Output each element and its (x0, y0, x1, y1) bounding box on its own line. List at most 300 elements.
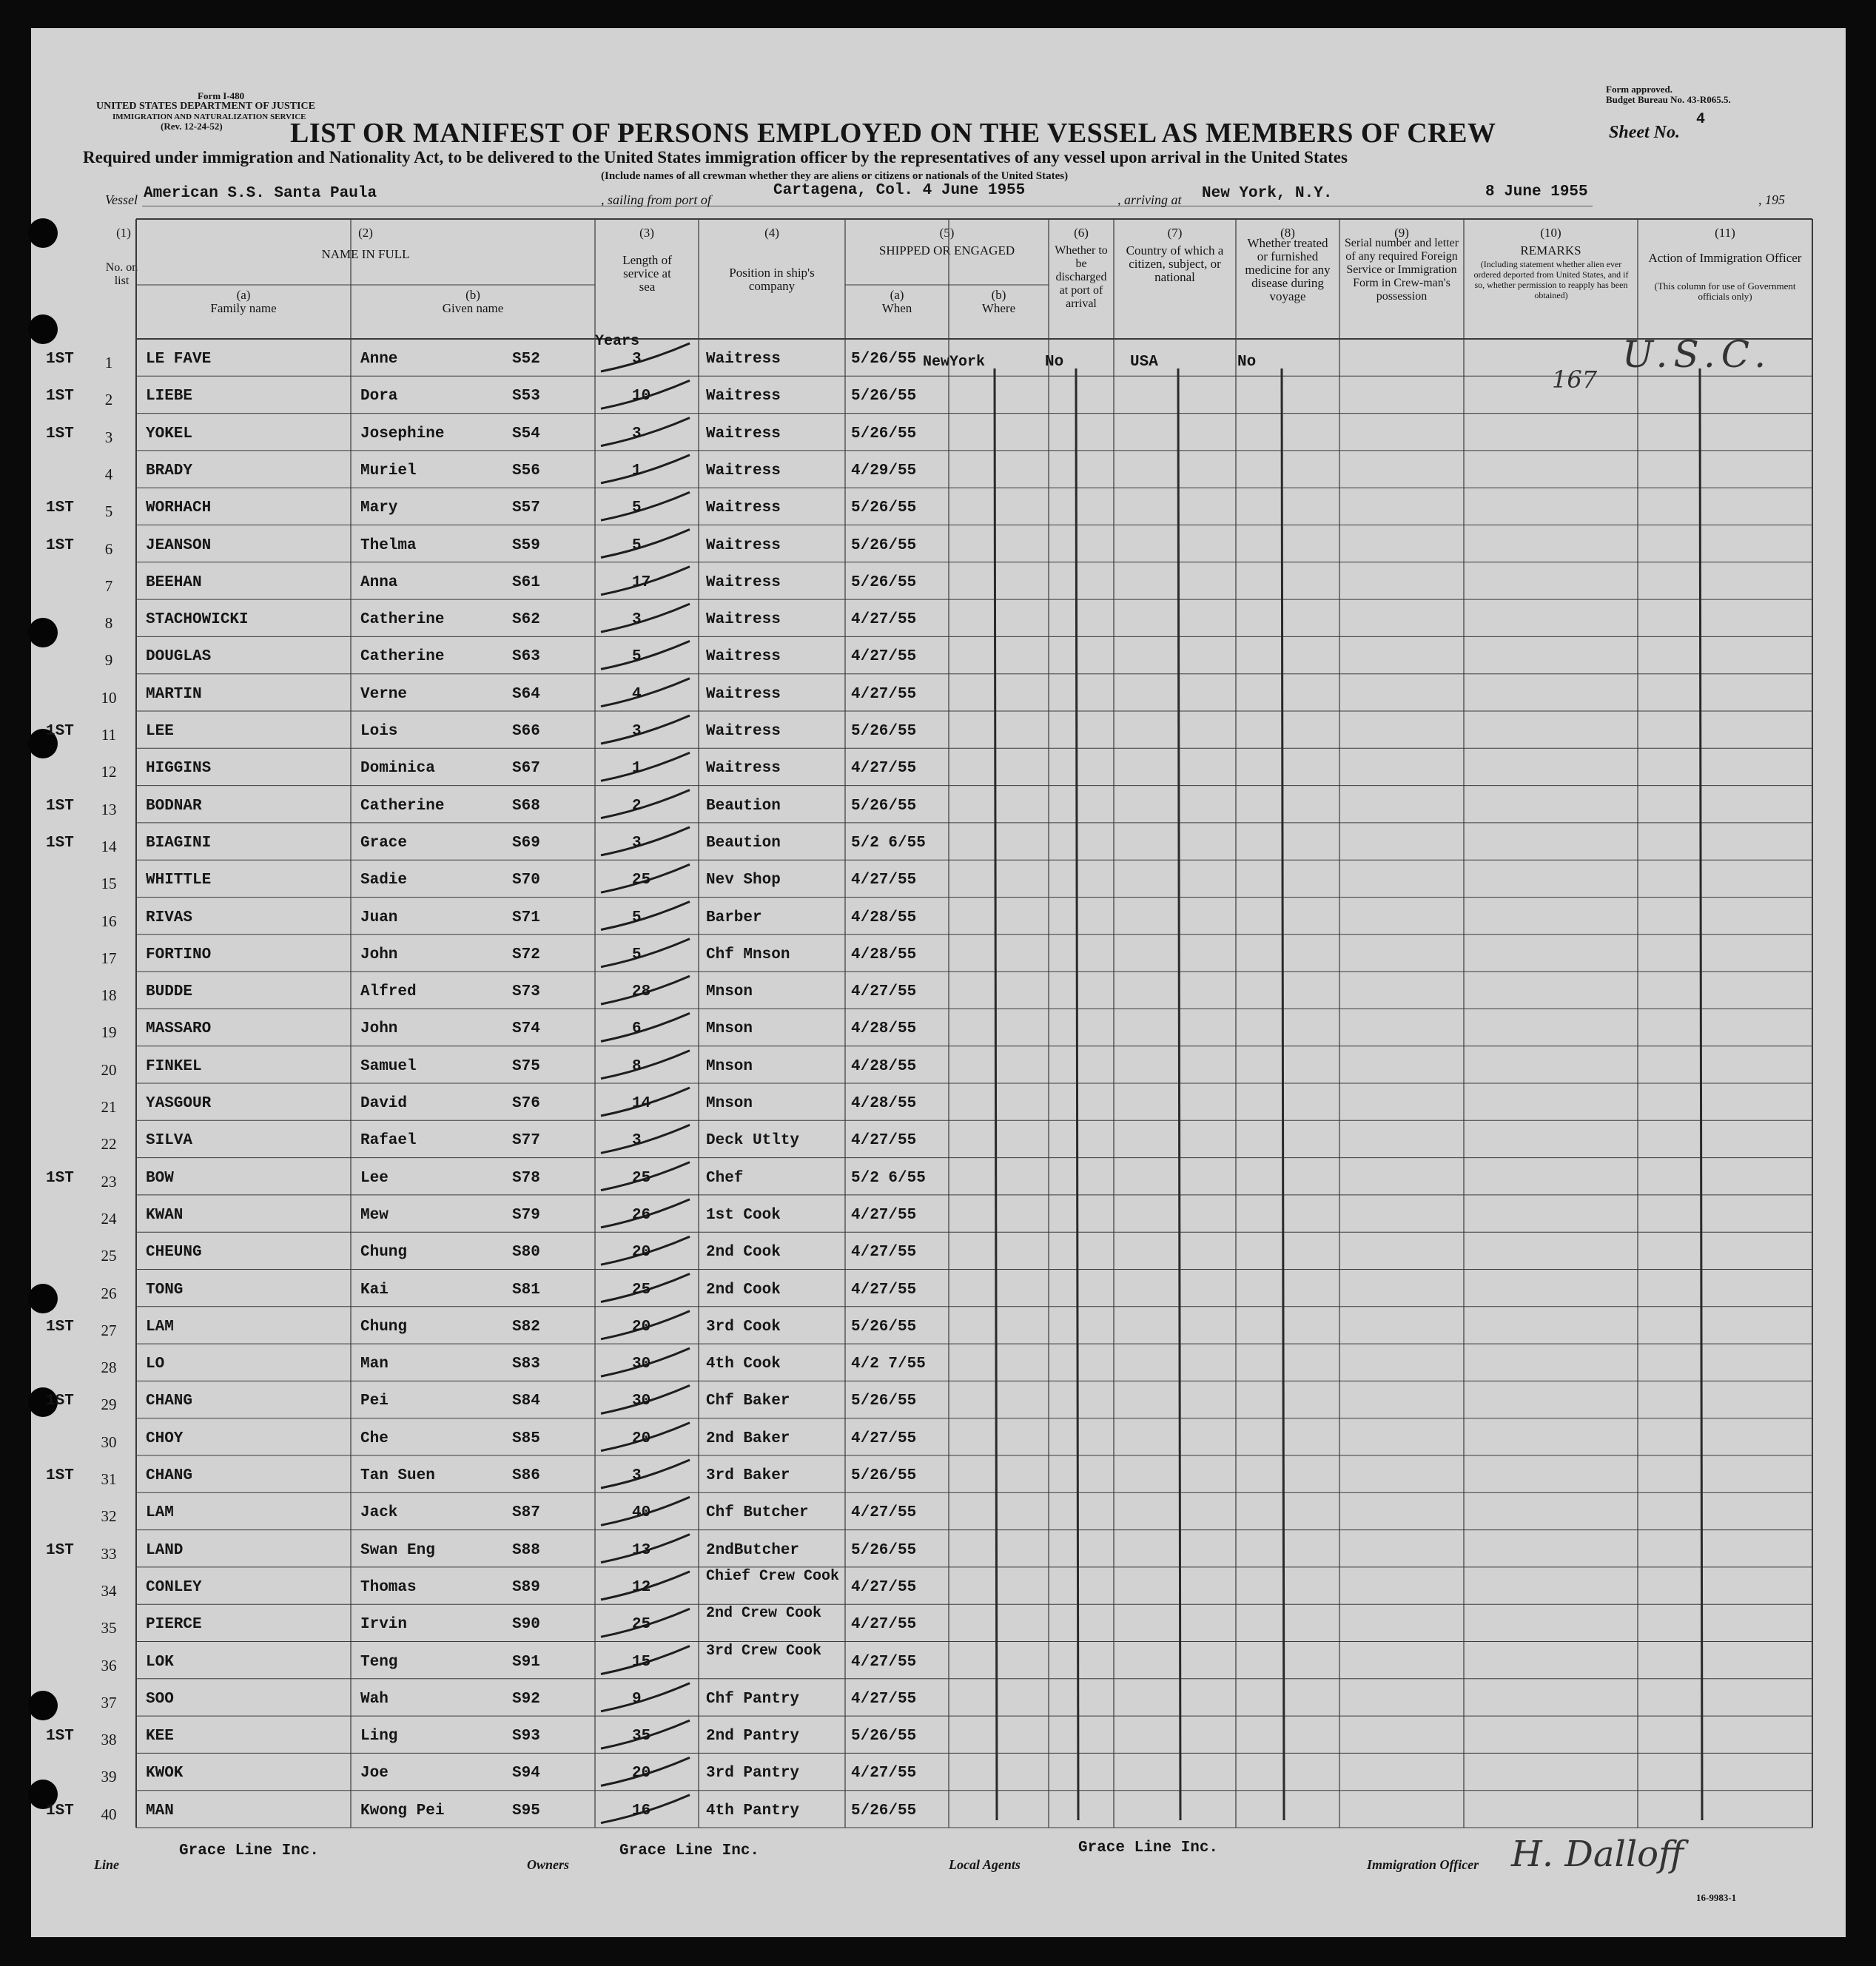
family-name: MASSARO (146, 1020, 212, 1038)
given-name: John (360, 1020, 398, 1038)
list-number: 35 (101, 1619, 117, 1637)
list-number: 7 (104, 576, 113, 595)
crew-code: S69 (512, 834, 540, 852)
given-name: Man (360, 1356, 389, 1373)
list-number: 2 (104, 391, 113, 409)
family-name: CHOY (146, 1430, 184, 1447)
tally-mark (601, 716, 690, 744)
position: 2nd Baker (706, 1430, 790, 1447)
list-number: 37 (101, 1693, 117, 1711)
ditto-line (1282, 368, 1284, 1820)
shipped-when: 4/28/55 (851, 909, 917, 926)
list-number: 26 (101, 1284, 117, 1302)
list-number: 8 (104, 614, 113, 633)
given-name: Thelma (360, 536, 417, 554)
col11-number: (11) (1715, 226, 1735, 240)
shipped-when: 5/26/55 (851, 1728, 917, 1746)
list-number: 25 (101, 1247, 117, 1265)
shipped-when: 4/27/55 (851, 1616, 917, 1634)
ditto-line (995, 368, 997, 1820)
list-number: 40 (101, 1805, 117, 1823)
list-mark: 1ST (46, 536, 74, 554)
shipped-when: 4/27/55 (851, 1206, 917, 1224)
ditto-line (1076, 368, 1078, 1820)
shipped-when: 5/26/55 (851, 536, 917, 554)
family-name: DOUGLAS (146, 648, 212, 666)
family-name: SILVA (146, 1132, 193, 1150)
revision: (Rev. 12-24-52) (161, 121, 223, 132)
col9-header: Serial number and letter of any required Foreign Service or Immigration Form in Crew-man's possession (1344, 237, 1459, 303)
family-name: BEEHAN (146, 573, 202, 591)
crew-code: S79 (512, 1206, 540, 1224)
position: 2nd Crew Cook (706, 1605, 822, 1623)
service-years: 3 (632, 723, 642, 740)
position: Chf Mnson (706, 946, 790, 963)
list-mark: 1ST (46, 1802, 74, 1819)
crew-code: S89 (512, 1578, 540, 1596)
family-name: KEE (146, 1728, 174, 1746)
family-name: BUDDE (146, 983, 193, 1001)
list-number: 12 (101, 763, 117, 781)
shipped-when: 5/26/55 (851, 1467, 917, 1484)
shipped-when: 5/2 6/55 (851, 1169, 926, 1187)
subtitle: Required under immigration and Nationality Act, to be delivered to the United States immigration officer by the representatives of any vessel upon arrival in the United States (83, 148, 1348, 166)
crew-code: S67 (512, 760, 540, 778)
service-years: 15 (632, 1653, 651, 1671)
col8-number: (8) (1280, 226, 1295, 240)
family-name: SOO (146, 1690, 174, 1708)
arriving-at: New York, N.Y. (1202, 185, 1333, 202)
family-name: MAN (146, 1802, 174, 1819)
list-number: 29 (101, 1396, 117, 1414)
given-name: Rafael (360, 1132, 417, 1150)
col10-header: REMARKS (1520, 243, 1581, 257)
family-name: CONLEY (146, 1578, 202, 1596)
family-name: KWAN (146, 1206, 184, 1224)
position: Waitress (706, 351, 781, 368)
given-name: Catherine (360, 648, 445, 666)
position: 3rd Crew Cook (706, 1642, 822, 1660)
given-name: Catherine (360, 611, 445, 629)
given-name: Mary (360, 499, 398, 517)
family-name: BRADY (146, 462, 193, 479)
form-approved: Form approved. (1606, 84, 1673, 95)
list-number: 31 (101, 1470, 117, 1488)
crew-code: S80 (512, 1244, 540, 1262)
service-years: 3 (632, 351, 642, 368)
given-name: Anna (360, 573, 398, 591)
tally-mark (601, 753, 690, 781)
officer-signature: H. Dalloff (1511, 1834, 1684, 1875)
crew-code: S74 (512, 1020, 540, 1038)
position: Beaution (706, 834, 781, 852)
family-name: TONG (146, 1281, 184, 1299)
crew-code: S90 (512, 1616, 540, 1634)
col2b-number: (b) (465, 288, 480, 302)
list-number: 39 (101, 1768, 117, 1786)
col1-number: (1) (116, 226, 131, 240)
ditto-line (1178, 368, 1180, 1820)
year-suffix: , 195 (1758, 192, 1785, 207)
position: Mnson (706, 1057, 753, 1075)
service-years: 25 (632, 872, 651, 889)
shipped-when: 4/28/55 (851, 1020, 917, 1038)
given-name: Lois (360, 723, 398, 740)
given-name: Verne (360, 685, 408, 703)
shipped-when: 4/27/55 (851, 1132, 917, 1150)
vessel-label: Vessel (105, 192, 138, 207)
service-years: 12 (632, 1578, 651, 1596)
shipped-when: 4/28/55 (851, 946, 917, 963)
given-name: Swan Eng (360, 1541, 435, 1559)
budget-bureau: Budget Bureau No. 43-R065.5. (1606, 94, 1731, 105)
given-name: Jack (360, 1504, 398, 1522)
col2a-header: Family name (210, 301, 277, 315)
given-name: Joe (360, 1765, 389, 1782)
tally-mark (601, 1125, 690, 1153)
crew-code: S73 (512, 983, 540, 1001)
position: 2ndButcher (706, 1541, 800, 1559)
family-name: KWOK (146, 1765, 184, 1782)
service-years: 35 (632, 1728, 651, 1746)
crew-code: S82 (512, 1318, 540, 1336)
list-mark: 1ST (46, 1318, 74, 1336)
shipped-when: 4/27/55 (851, 1578, 917, 1596)
service-years: 10 (632, 388, 651, 405)
crew-code: S56 (512, 462, 540, 479)
remark-value: 167 (1552, 366, 1598, 394)
department: UNITED STATES DEPARTMENT OF JUSTICE (96, 101, 315, 112)
col4-header: Position in ship's company (729, 266, 815, 293)
given-name: Tan Suen (360, 1467, 435, 1484)
tally-mark (601, 939, 690, 967)
list-mark: 1ST (46, 499, 74, 517)
crew-code: S78 (512, 1169, 540, 1187)
list-number: 4 (104, 465, 113, 483)
given-name: Ling (360, 1728, 398, 1746)
shipped-when: 5/26/55 (851, 1802, 917, 1819)
list-number: 19 (101, 1023, 117, 1042)
tally-mark (601, 679, 690, 707)
col6-number: (6) (1074, 226, 1089, 240)
crew-code: S77 (512, 1132, 540, 1150)
given-name: Sadie (360, 872, 408, 889)
given-name: Anne (360, 351, 398, 368)
list-number: 34 (101, 1581, 117, 1600)
shipped-when: 4/29/55 (851, 462, 917, 479)
service-years: 16 (632, 1802, 651, 1819)
position: Waitress (706, 611, 781, 629)
position: Nev Shop (706, 872, 781, 889)
position: Waitress (706, 462, 781, 479)
service-years: 5 (632, 946, 642, 963)
family-name: YOKEL (146, 425, 193, 442)
position: Chf Butcher (706, 1504, 809, 1522)
service-years: 8 (632, 1057, 642, 1075)
shipped-when: 4/27/55 (851, 648, 917, 666)
given-name: Alfred (360, 983, 417, 1001)
position: Chf Pantry (706, 1690, 800, 1708)
include-note: (Include names of all crewman whether they are aliens or citizens or nationals of the United States) (601, 170, 1069, 182)
action-value: U.S.C. (1622, 333, 1772, 376)
service-years: 5 (632, 499, 642, 517)
position: Mnson (706, 1020, 753, 1038)
tally-mark (601, 827, 690, 855)
given-name: Josephine (360, 425, 445, 442)
crew-code: S54 (512, 425, 540, 442)
list-number: 28 (101, 1359, 117, 1377)
tally-mark (601, 1013, 690, 1041)
tally-mark (601, 418, 690, 446)
family-name: WORHACH (146, 499, 212, 517)
crew-code: S75 (512, 1057, 540, 1075)
position: 3rd Pantry (706, 1765, 800, 1782)
list-number: 24 (101, 1209, 117, 1228)
col2-number: (2) (358, 226, 373, 240)
shipped-when: 4/27/55 (851, 1430, 917, 1447)
list-mark: 1ST (46, 1728, 74, 1746)
crew-code: S76 (512, 1095, 540, 1112)
family-name: BIAGINI (146, 834, 212, 852)
col5a-header: When (881, 301, 912, 315)
service-years: 1 (632, 462, 642, 479)
tally-mark (601, 455, 690, 483)
position: 3rd Cook (706, 1318, 781, 1336)
family-name: LAM (146, 1504, 174, 1522)
agents-value: Grace Line Inc. (1078, 1839, 1219, 1856)
service-years: 20 (632, 1430, 651, 1447)
owners-value: Grace Line Inc. (619, 1842, 760, 1859)
given-name: Lee (360, 1169, 389, 1187)
shipped-when: 4/2 7/55 (851, 1356, 926, 1373)
arriving-label: , arriving at (1117, 192, 1182, 207)
family-name: MARTIN (146, 685, 202, 703)
position: Waitress (706, 573, 781, 591)
crew-code: S81 (512, 1281, 540, 1299)
service-years: 1 (632, 760, 642, 778)
shipped-when: 4/27/55 (851, 1504, 917, 1522)
position: Chf Baker (706, 1393, 790, 1410)
arrival-date: 8 June 1955 (1485, 184, 1588, 201)
col3-header: Length of service at sea (622, 253, 672, 294)
service-years: 17 (632, 573, 651, 591)
line-value: Grace Line Inc. (179, 1842, 320, 1859)
crew-code: S87 (512, 1504, 540, 1522)
line-label: Line (94, 1857, 119, 1872)
list-number: 38 (101, 1731, 117, 1749)
position: 3rd Baker (706, 1467, 790, 1484)
position: Waitress (706, 425, 781, 442)
position: 4th Pantry (706, 1802, 800, 1819)
crew-code: S66 (512, 723, 540, 740)
col8-header: Whether treated or furnished medicine for any disease during voyage (1245, 236, 1331, 303)
list-mark: 1ST (46, 1541, 74, 1559)
family-name: WHITTLE (146, 872, 212, 889)
shipped-when: 5/26/55 (851, 797, 917, 815)
service-years: 5 (632, 536, 642, 554)
shipped-when: 5/26/55 (851, 1318, 917, 1336)
service-years: 25 (632, 1169, 651, 1187)
col2b-header: Given name (442, 301, 504, 315)
position: 4th Cook (706, 1356, 781, 1373)
crew-code: S85 (512, 1430, 540, 1447)
shipped-when: 4/27/55 (851, 983, 917, 1001)
list-mark: 1ST (46, 1169, 74, 1187)
list-mark: 1ST (46, 425, 74, 442)
family-name: LO (146, 1356, 165, 1373)
col11-note: (This column for use of Government officials only) (1654, 280, 1796, 302)
discharged-value: No (1045, 354, 1064, 371)
col3-number: (3) (639, 226, 654, 240)
service: IMMIGRATION AND NATURALIZATION SERVICE (112, 112, 306, 121)
col11-header: Action of Immigration Officer (1648, 251, 1802, 265)
crew-code: S92 (512, 1690, 540, 1708)
tally-mark (601, 1051, 690, 1079)
page-title: LIST OR MANIFEST OF PERSONS EMPLOYED ON THE VESSEL AS MEMBERS OF CREW (290, 118, 1496, 149)
col5-number: (5) (939, 226, 955, 240)
list-number: 3 (104, 428, 113, 446)
manifest-sheet (31, 28, 1846, 1937)
col6-header: Whether to be discharged at port of arrival (1055, 244, 1108, 310)
given-name: Irvin (360, 1616, 408, 1634)
list-number: 11 (101, 726, 117, 744)
list-number: 10 (101, 688, 117, 707)
shipped-when: 5/26/55 (851, 1541, 917, 1559)
given-name: Che (360, 1430, 389, 1447)
given-name: Juan (360, 909, 398, 926)
given-name: John (360, 946, 398, 963)
list-number: 20 (101, 1060, 117, 1079)
crew-code: S68 (512, 797, 540, 815)
col10-note: (Including statement whether alien ever ordered deported from United States, and if so, whether permission to reapply has been obtained) (1473, 259, 1629, 300)
list-mark: 1ST (46, 1467, 74, 1484)
service-years: 20 (632, 1244, 651, 1262)
family-name: LAND (146, 1541, 184, 1559)
family-name: LOK (146, 1653, 174, 1671)
list-number: 36 (101, 1656, 117, 1674)
list-mark: 1ST (46, 723, 74, 740)
service-years: 20 (632, 1318, 651, 1336)
position: Waitress (706, 388, 781, 405)
service-years: 20 (632, 1765, 651, 1782)
position: Mnson (706, 1095, 753, 1112)
shipped-when: 5/2 6/55 (851, 834, 926, 852)
given-name: Dora (360, 388, 398, 405)
crew-code: S86 (512, 1467, 540, 1484)
service-years: 3 (632, 1467, 642, 1484)
crew-code: S83 (512, 1356, 540, 1373)
service-years: 9 (632, 1690, 642, 1708)
list-number: 23 (101, 1172, 117, 1191)
given-name: Wah (360, 1690, 389, 1708)
service-years: 3 (632, 425, 642, 442)
crew-code: S91 (512, 1653, 540, 1671)
tally-mark (601, 902, 690, 930)
service-years: 25 (632, 1281, 651, 1299)
family-name: BOW (146, 1169, 174, 1187)
position: Chief Crew Cook (706, 1567, 840, 1585)
shipped-when: 4/28/55 (851, 1057, 917, 1075)
where-value: NewYork (923, 354, 986, 371)
sailing-label: , sailing from port of (601, 192, 711, 207)
family-name: LE FAVE (146, 351, 212, 368)
crew-code: S62 (512, 611, 540, 629)
col7-header: Country of which a citizen, subject, or national (1126, 243, 1224, 284)
shipped-when: 5/26/55 (851, 499, 917, 517)
tally-mark (601, 492, 690, 520)
crew-code: S94 (512, 1765, 540, 1782)
crew-code: S59 (512, 536, 540, 554)
service-years: 3 (632, 834, 642, 852)
agents-label: Local Agents (949, 1857, 1021, 1872)
shipped-when: 5/26/55 (851, 351, 917, 368)
list-number: 13 (101, 800, 117, 818)
position: 2nd Cook (706, 1244, 781, 1262)
given-name: David (360, 1095, 408, 1112)
family-name: CHEUNG (146, 1244, 202, 1262)
ditto-line (1700, 368, 1702, 1820)
list-number: 1 (104, 354, 113, 371)
years-label: Years (595, 333, 640, 350)
sheet-label: Sheet No. (1609, 123, 1680, 142)
col1-header: No. on list (105, 261, 138, 287)
col5b-header: Where (981, 301, 1016, 315)
given-name: Catherine (360, 797, 445, 815)
shipped-when: 4/27/55 (851, 872, 917, 889)
crew-code: S57 (512, 499, 540, 517)
family-name: LIEBE (146, 388, 193, 405)
family-name: JEANSON (146, 536, 212, 554)
list-number: 33 (101, 1544, 117, 1563)
given-name: Kai (360, 1281, 389, 1299)
service-years: 26 (632, 1206, 651, 1224)
crew-code: S53 (512, 388, 540, 405)
list-number: 17 (101, 949, 117, 967)
tally-mark (601, 530, 690, 558)
shipped-when: 4/28/55 (851, 1095, 917, 1112)
shipped-when: 4/27/55 (851, 760, 917, 778)
given-name: Chung (360, 1318, 408, 1336)
crew-code: S72 (512, 946, 540, 963)
shipped-when: 4/27/55 (851, 1244, 917, 1262)
shipped-when: 4/27/55 (851, 611, 917, 629)
family-name: STACHOWICKI (146, 611, 249, 629)
family-name: PIERCE (146, 1616, 202, 1634)
crew-code: S63 (512, 648, 540, 666)
tally-mark (601, 1460, 690, 1488)
shipped-when: 5/26/55 (851, 425, 917, 442)
list-number: 27 (101, 1321, 117, 1339)
position: Waitress (706, 648, 781, 666)
service-years: 30 (632, 1356, 651, 1373)
list-number: 22 (101, 1135, 117, 1154)
sailing-from: Cartagena, Col. 4 June 1955 (773, 182, 1026, 199)
table-grid (31, 28, 1846, 1937)
crew-code: S95 (512, 1802, 540, 1819)
family-name: CHANG (146, 1467, 193, 1484)
tally-mark (601, 790, 690, 818)
service-years: 40 (632, 1504, 651, 1522)
service-years: 5 (632, 909, 642, 926)
country-value: USA (1130, 354, 1158, 371)
list-number: 32 (101, 1507, 117, 1526)
service-years: 25 (632, 1616, 651, 1634)
col9-number: (9) (1394, 226, 1409, 240)
given-name: Mew (360, 1206, 389, 1224)
list-number: 5 (104, 502, 113, 521)
family-name: FINKEL (146, 1057, 202, 1075)
service-years: 14 (632, 1095, 651, 1112)
